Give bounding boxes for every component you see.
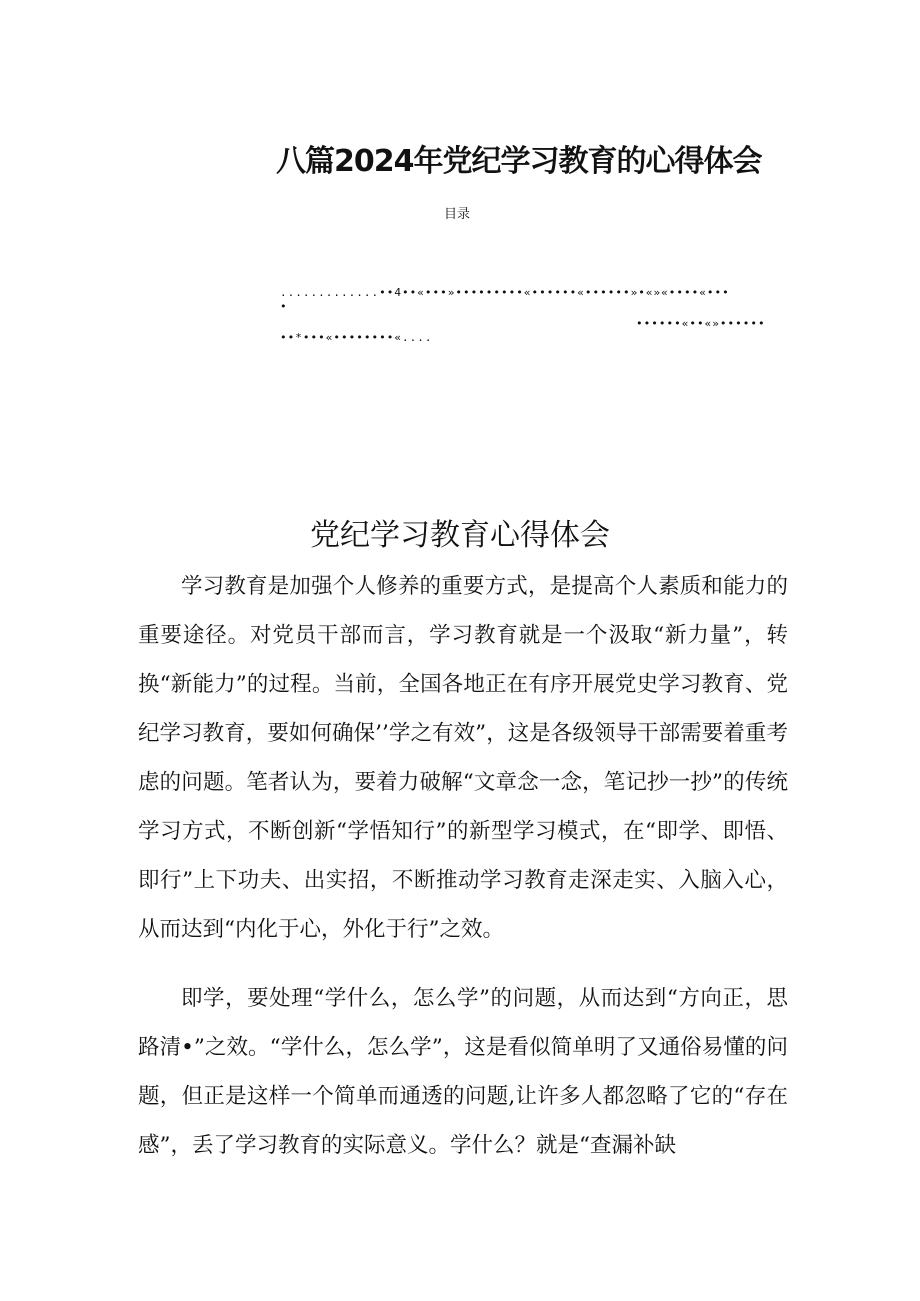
body-paragraph: 即学，要处理“学什么，怎么学”的问题，从而达到“方向正，思路清•”之效。“学什么，怎么学”，这是看似简单明了又通俗易懂的问题，但正是这样一个简单而通透的问题,让许多人都忽略了它的“存在感”，丢了学习教育的实际意义。学什么？就是“查漏补缺 [138,986,788,1158]
toc-label: 目录 [444,207,471,222]
document-title: 八篇2024年党纪学习教育的心得体会 [276,144,762,179]
toc-entry[interactable]: ••*•••«••••••••«.... [280,331,433,344]
section-title: 党纪学习教育心得体会 [310,518,610,553]
toc-entry[interactable]: .............••4••«•••»•••••••••«••••••«••••••»•«»«••••«••• [280,286,730,299]
toc-entry[interactable]: ••••••«••«»•••••• [636,317,766,330]
toc-entry[interactable]: • [280,300,288,313]
body-paragraph: 学习教育是加强个人修养的重要方式，是提高个人素质和能力的重要途径。对党员干部而言，学习教育就是一个汲取“新力量”，转换“新能力”的过程。当前，全国各地正在有序开展党史学习教育、党纪学习教育，要如何确保’’学之有效”，这是各级领导干部需要着重考虑的问题。笔者认为，要着力破解“文章念一念，笔记抄一抄”的传统学习方式，不断创新“学悟知行”的新型学习模式，在“即学、即悟、即行”上下功夫、出实招，不断推动学习教育走深走实、入脑入心，从而达到“内化于心，外化于行”之效。 [138,574,788,942]
